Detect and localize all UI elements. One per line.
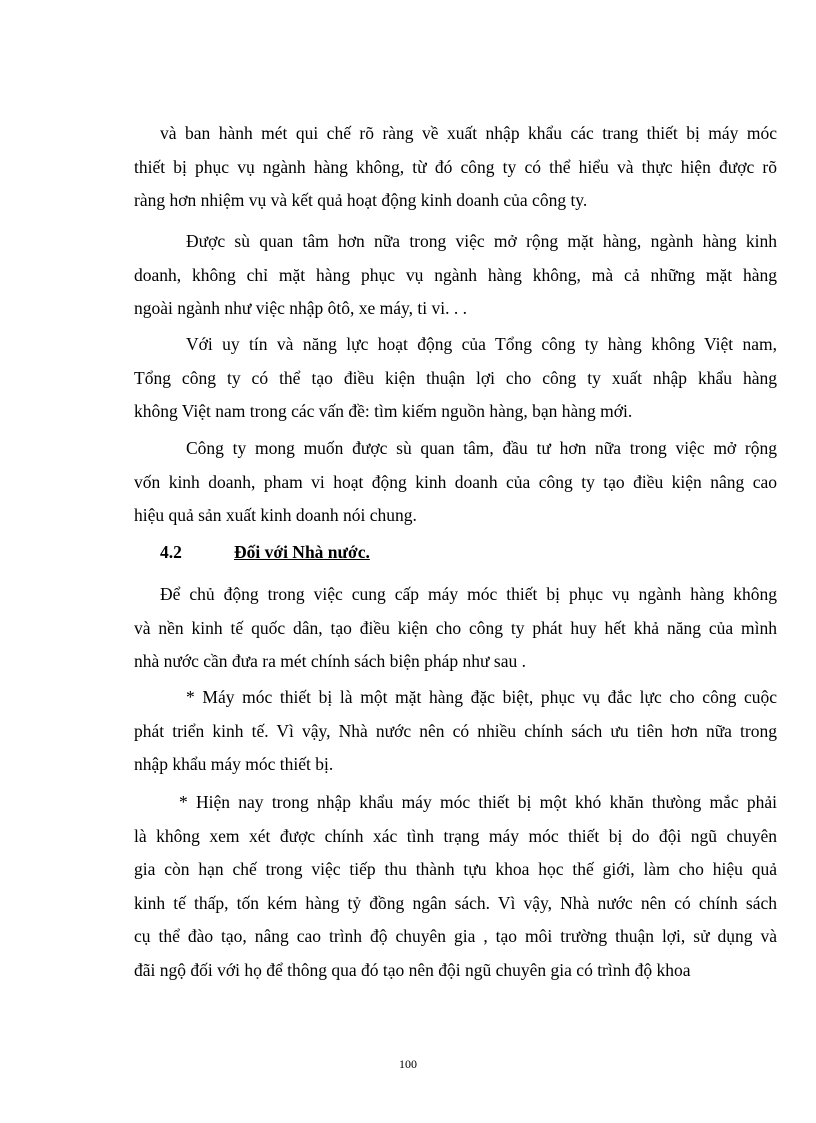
text-line: kinh tế thấp, tốn kém hàng tỷ đồng ngân sách. Vì vậy, Nhà nước nên có chính sách xyxy=(134,892,777,913)
text-line: * Hiện nay trong nhập khẩu máy móc thiết bị một khó khăn thưòng mắc phải xyxy=(179,792,777,812)
paragraph-5 xyxy=(134,578,777,679)
page-number: 100 xyxy=(399,1057,417,1071)
text-line: Công ty mong muốn được sù quan tâm, đầu tư hơn nữa trong việc mở rộng xyxy=(186,438,777,458)
text-line: doanh, không chỉ mặt hàng phục vụ ngành hàng không, mà cả những mặt hàng xyxy=(134,264,777,285)
text-line: phát triển kinh tế. Vì vậy, Nhà nước nên có nhiều chính sách ưu tiên hơn nữa trong xyxy=(134,720,777,741)
text-line: Tổng công ty có thể tạo điều kiện thuận lợi cho công ty xuất nhập khẩu hàng xyxy=(134,367,777,388)
text-line: cụ thể đào tạo, nâng cao trình độ chuyên gia , tạo môi trường thuận lợi, sử dụng và xyxy=(134,926,777,946)
paragraph-7 xyxy=(134,786,777,987)
section-title: Đối với Nhà nước. xyxy=(234,542,370,562)
text-line: và nền kinh tế quốc dân, tạo điều kiện cho công ty phát huy hết khả năng của mình xyxy=(134,617,777,638)
text-line: gia còn hạn chế trong việc tiếp thu thành tựu khoa học thế giới, làm cho hiệu quả xyxy=(134,859,777,879)
text-line: ràng hơn nhiệm vụ và kết quả hoạt động kinh doanh của công ty. xyxy=(134,190,588,210)
text-line: đãi ngộ đối với họ để thông qua đó tạo nên đội ngũ chuyên gia có trình độ khoa xyxy=(134,959,691,980)
text-line: và ban hành mét qui chế rõ ràng về xuất nhập khẩu các trang thiết bị máy móc xyxy=(160,123,777,143)
text-line: * Máy móc thiết bị là một mặt hàng đặc biệt, phục vụ đắc lực cho công cuộc xyxy=(186,687,777,707)
text-line: Để chủ động trong việc cung cấp máy móc thiết bị phục vụ ngành hàng không xyxy=(160,584,777,604)
paragraph-4 xyxy=(134,432,777,533)
text-line: nhà nước cần đưa ra mét chính sách biện pháp như sau . xyxy=(134,651,526,671)
text-line: nhập khẩu máy móc thiết bị. xyxy=(134,754,334,774)
paragraph-3 xyxy=(134,328,777,429)
paragraph-6 xyxy=(134,681,777,782)
section-number: 4.2 xyxy=(160,542,182,562)
paragraph-1 xyxy=(134,117,777,218)
text-line: Với uy tín và năng lực hoạt động của Tổng công ty hàng không Việt nam, xyxy=(186,334,777,354)
text-line: ngoài ngành như việc nhập ôtô, xe máy, ti vi. . . xyxy=(134,298,468,318)
text-line: vốn kinh doanh, pham vi hoạt động kinh doanh của công ty tạo điều kiện nâng cao xyxy=(134,471,777,492)
text-line: là không xem xét được chính xác tình trạng máy móc thiết bị do đội ngũ chuyên xyxy=(134,825,777,846)
text-line: Được sù quan tâm hơn nữa trong việc mở rộng mặt hàng, ngành hàng kinh xyxy=(186,231,777,251)
text-line: không Việt nam trong các vấn đề: tìm kiếm nguồn hàng, bạn hàng mới. xyxy=(134,401,633,421)
section-heading xyxy=(160,540,370,564)
text-line: thiết bị phục vụ ngành hàng không, từ đó công ty có thể hiểu và thực hiện được rõ xyxy=(134,156,777,177)
paragraph-2 xyxy=(134,225,777,326)
text-line: hiệu quả sản xuất kinh doanh nói chung. xyxy=(134,505,417,525)
